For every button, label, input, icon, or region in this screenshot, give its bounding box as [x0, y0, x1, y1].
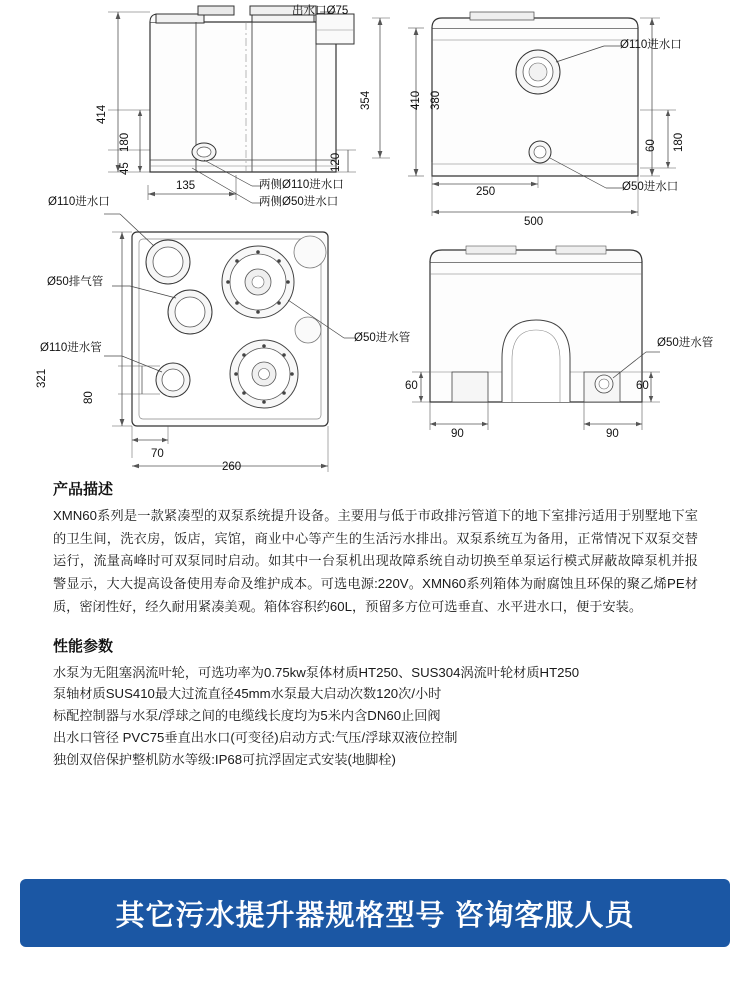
specs-list: [53, 662, 698, 772]
label-dim-321: 321: [36, 368, 48, 388]
label-dim-410: 410: [410, 90, 422, 110]
label-inlet-110-both: 两侧Ø110进水口: [259, 179, 344, 191]
label-dim-500: 500: [524, 216, 544, 228]
label-dim-180-right: 180: [673, 132, 685, 152]
cta-banner[interactable]: [20, 879, 730, 947]
label-inlet-50-right: Ø50进水口: [622, 181, 679, 193]
label-dim-60-right: 60: [645, 139, 657, 152]
section-gap: [0, 619, 750, 635]
label-dim-80: 80: [83, 391, 95, 404]
label-dim-260: 260: [222, 461, 242, 473]
label-inlet-50-both: 两侧Ø50进水口: [259, 196, 339, 208]
label-inlet-110-left: Ø110进水口: [48, 196, 110, 208]
label-dim-90-b: 90: [606, 428, 619, 440]
label-inlet-pipe-50-b: Ø50进水管: [657, 337, 714, 349]
label-outlet-75: 出水口Ø75: [292, 5, 349, 17]
product-content: [0, 478, 750, 771]
label-dim-250: 250: [476, 186, 496, 198]
description-title: 产品描述: [53, 481, 114, 498]
label-dim-60-a: 60: [405, 380, 418, 392]
cta-banner-text: 其它污水提升器规格型号 咨询客服人员: [115, 899, 635, 932]
label-dim-45: 45: [119, 162, 131, 175]
label-dim-414: 414: [96, 104, 108, 124]
label-dim-380: 380: [430, 90, 442, 110]
spec-line: 泵轴材质SUS410最大过流直径45mm水泵最大启动次数120次/小时: [53, 686, 442, 702]
label-dim-120: 120: [330, 152, 342, 172]
label-dim-60-b: 60: [636, 380, 649, 392]
spec-line: 出水口管径 PVC75垂直出水口(可变径)启动方式:气压/浮球双液位控制: [53, 730, 458, 746]
label-dim-354: 354: [360, 90, 372, 110]
label-dim-90-a: 90: [451, 428, 464, 440]
spec-line: 标配控制器与水泵/浮球之间的电缆线长度均为5米内含DN60止回阀: [53, 708, 441, 724]
description-paragraph: XMN60系列是一款紧凑型的双泵系统提升设备。主要用与低于市政排污管道下的地下室排污适用于别墅地下室的卫生间，洗衣房，饭店，宾馆，商业中心等产生的生活污水排出。双泵系统互为备用，正常情况下双泵交替运行，流量高峰时可双泵同时启动。如其中一台泵机出现故障系统自动切换至单泵运行模式屏蔽故障泵机并报警显示，大大提高设备使用寿命及维护成本。可选电源:220V。XMN60系列箱体为耐腐蚀且环保的聚乙烯PE材质，密闭性好，经久耐用紧凑美观。箱体容积约60L，预留多方位可选垂直、水平进水口，便于安装。: [53, 508, 698, 614]
drawing-vector: [0, 0, 750, 480]
label-inlet-pipe-110: Ø110进水管: [40, 342, 102, 354]
description-body: [53, 505, 698, 619]
specs-title: 性能参数: [53, 637, 114, 655]
label-inlet-110-right: Ø110进水口: [620, 39, 682, 51]
spec-line: 水泵为无阻塞涡流叶轮，可选功率为0.75kw泵体材质HT250、SUS304涡流叶轮材质HT250: [53, 664, 580, 680]
technical-drawings: [0, 0, 750, 480]
label-dim-135: 135: [176, 180, 196, 192]
label-inlet-pipe-50-a: Ø50进水管: [354, 332, 411, 344]
label-dim-180-left: 180: [119, 132, 131, 152]
spec-line: 独创双倍保护整机防水等级:IP68可抗浮固定式安装(地脚栓): [53, 752, 396, 768]
label-dim-70: 70: [151, 448, 164, 460]
label-vent-50: Ø50排气管: [47, 276, 104, 288]
